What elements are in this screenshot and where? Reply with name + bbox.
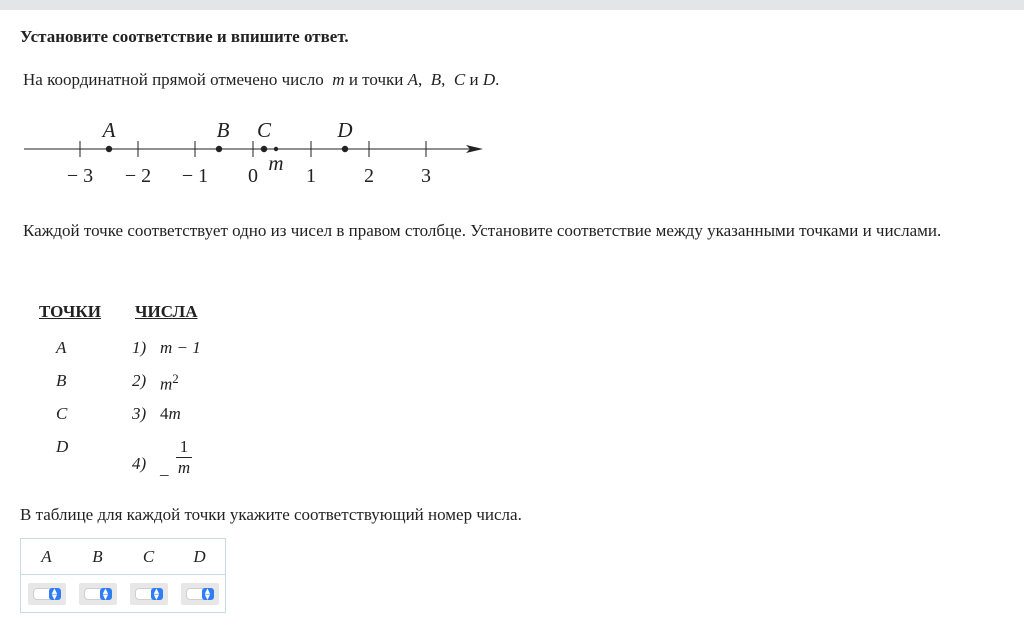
select-arrows-icon: ▲ ▼ (202, 588, 214, 600)
tick-label: 0 (248, 165, 258, 187)
intro-mid: и точки (348, 70, 404, 89)
option-expr-3 (160, 404, 181, 424)
fraction-denominator: m (177, 458, 191, 477)
select-arrows-icon: ▲ ▼ (49, 588, 61, 600)
answer-column-c: C (123, 539, 174, 575)
tick-label: 2 (364, 165, 374, 187)
point-c-dot (261, 146, 267, 152)
top-bar (0, 0, 1024, 10)
answer-table (20, 538, 226, 613)
option-expr-4-sign: _ (160, 459, 169, 478)
option-expr-3-var: m (168, 404, 181, 423)
point-item-d: D (56, 437, 69, 456)
select-arrows-icon: ▲ ▼ (100, 588, 112, 600)
answer-instruction: В таблице для каждой точки укажите соответствующий номер числа. (20, 505, 522, 524)
intro-and: и (469, 70, 479, 89)
intro-c: C (453, 70, 466, 89)
point-b-dot (216, 146, 222, 152)
intro-end: . (495, 70, 500, 89)
task-paragraph: Каждой точке соответствует одно из чисел в правом столбце. Установите соответствие между указанными точками и числами. (23, 221, 942, 240)
task-title: Установите соответствие и впишите ответ. (20, 27, 349, 46)
option-expr-2-base: m (160, 374, 173, 394)
answer-select-wrapper (130, 583, 168, 605)
tick-label: − 2 (124, 165, 152, 187)
point-item-b: B (56, 371, 67, 390)
option-expr-1: m − 1 (160, 338, 201, 357)
tick-label: − 1 (181, 165, 209, 187)
option-expr-3-coef: 4 (160, 404, 169, 423)
task-intro (23, 70, 499, 90)
intro-comma-1: , (418, 70, 423, 89)
fraction-numerator: 1 (176, 437, 192, 458)
tick-label: 3 (421, 165, 431, 187)
point-label-b: B (216, 118, 230, 142)
answer-column-d: D (174, 539, 226, 575)
answer-select-wrapper (28, 583, 66, 605)
point-label-d: D (337, 118, 353, 142)
point-label-c: C (256, 118, 272, 142)
answer-cell-b (72, 575, 123, 613)
answer-cell-d (174, 575, 226, 613)
option-number-2: 2) (132, 371, 147, 390)
select-arrows-icon: ▲ ▼ (151, 588, 163, 600)
answer-cell-c (123, 575, 174, 613)
answer-column-a: A (21, 539, 73, 575)
option-number-1: 1) (132, 338, 147, 357)
option-number-4: 4) (132, 454, 147, 473)
intro-text: На координатной прямой отмечено число (23, 70, 324, 89)
intro-b: B (430, 70, 442, 89)
point-item-c: C (56, 404, 68, 423)
tick-label: 1 (306, 165, 316, 187)
point-d-dot (342, 146, 348, 152)
intro-a: A (407, 70, 418, 89)
intro-comma-2: , (441, 70, 446, 89)
answer-cell-a (21, 575, 73, 613)
option-expr-2 (160, 371, 179, 395)
answer-select-wrapper (79, 583, 117, 605)
points-header: ТОЧКИ (39, 302, 101, 321)
answer-column-b: B (72, 539, 123, 575)
point-label-a: A (102, 118, 116, 142)
intro-m: m (332, 70, 345, 89)
answer-header-row (21, 539, 226, 575)
answer-select-wrapper (181, 583, 219, 605)
tick-label: − 3 (66, 165, 94, 187)
point-a-dot (106, 146, 112, 152)
answer-input-row (21, 575, 226, 613)
intro-d: D (482, 70, 496, 89)
point-item-a: A (56, 338, 67, 357)
option-number-3: 3) (132, 404, 147, 423)
numbers-header: ЧИСЛА (135, 302, 198, 321)
point-label-m: m (268, 151, 284, 175)
option-expr-2-exp: 2 (172, 371, 179, 386)
number-line (0, 110, 500, 190)
option-expr-4-fraction (176, 437, 192, 478)
